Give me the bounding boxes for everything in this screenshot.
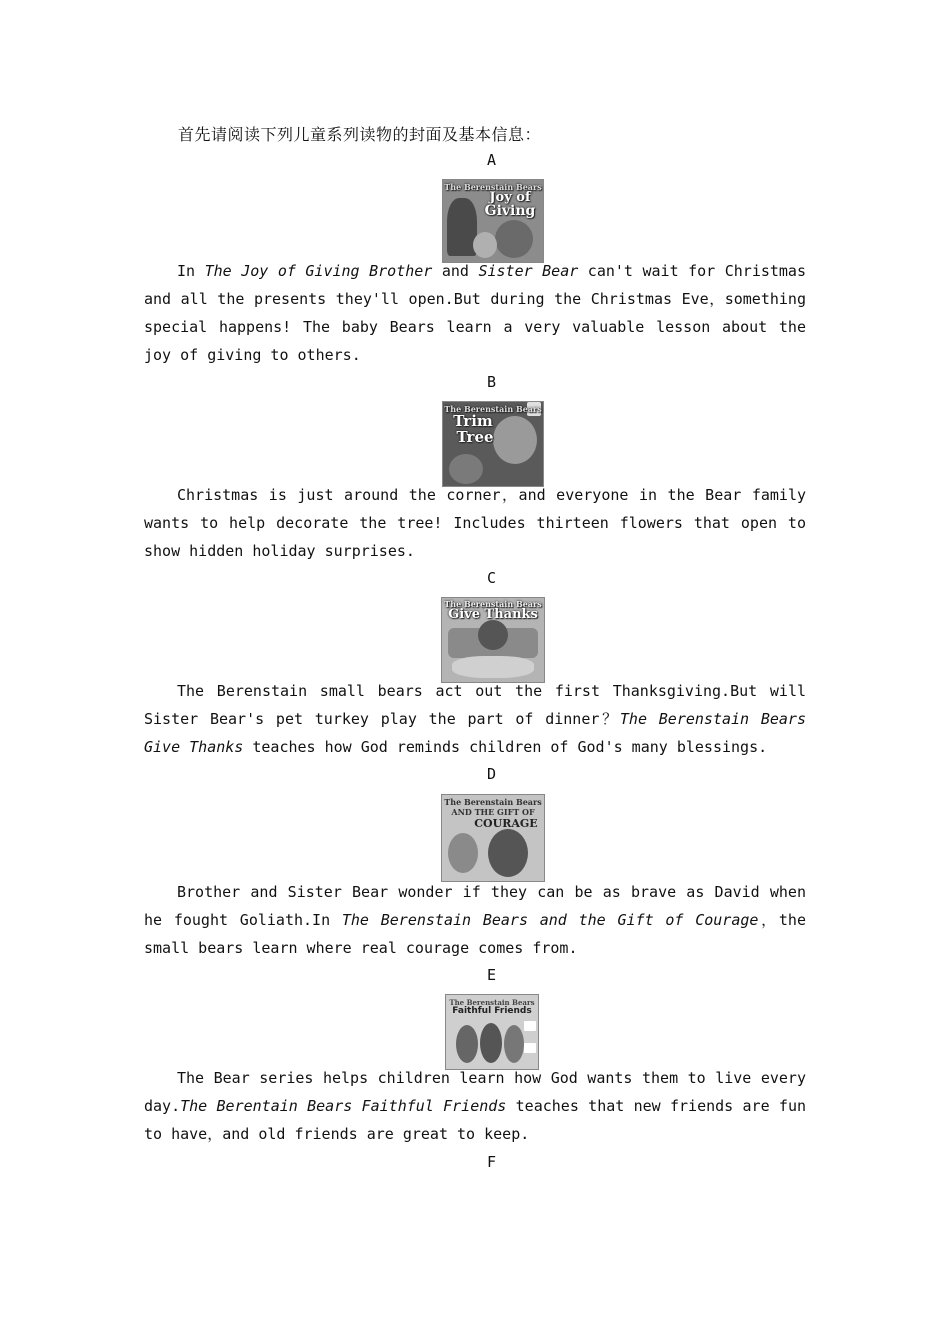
item-letter-f: F: [486, 1153, 497, 1171]
cover-series-title: The Berenstain Bears: [449, 998, 535, 1007]
book-cover-trim-the-tree: [442, 401, 544, 487]
item-e-description: The Bear series helps children learn how God wants them to live every day.The Berentain Bears Faithful Friends teaches that new friends are fun to have，and old friends are great to keep.: [144, 1069, 807, 1143]
sign-shape: [524, 1021, 536, 1031]
cover-title-line2: Trim: [453, 412, 493, 430]
item-letter-b: B: [486, 373, 497, 391]
cover-series-title: The Berenstain Bears: [444, 797, 542, 807]
item-d-description: Brother and Sister Bear wonder if they can be as brave as David when he fought Goliath.In The Berenstain Bears and the Gift of Courage，the small bears learn where real courage comes from.: [144, 883, 806, 957]
bear-shape: [488, 829, 528, 877]
cover-title-line2: Faithful Friends: [452, 1006, 532, 1016]
bear-shape-small: [473, 232, 497, 258]
cover-series-title: The Berenstain Bears: [444, 182, 542, 192]
item-a-description: In The Joy of Giving Brother and Sister Bear can't wait for Christmas and all the presents they'll open.But during the Christmas Eve，something special happens! The baby Bears learn a very valuable lesson about the joy of giving to others.: [144, 262, 806, 364]
cover-title-line3: COURAGE: [474, 817, 538, 830]
cover-series-title: The Berenstain Bears: [444, 404, 542, 414]
item-c-description: The Berenstain small bears act out the first Thanksgiving.But will Sister Bear's pet turkey play the part of dinner？The Berenstain Bears Give Thanks teaches how God reminds children of God's many blessings.: [144, 682, 806, 756]
cover-title-line3: Tree: [456, 428, 494, 446]
bear-shape: [504, 1025, 524, 1063]
item-letter-e: E: [486, 966, 497, 984]
cover-title-line2: AND THE GIFT OF: [451, 807, 535, 817]
bear-shape: [495, 220, 533, 258]
bear-shape: [456, 1025, 478, 1063]
cover-series-title: The Berenstain Bears: [444, 599, 542, 609]
book-cover-gift-of-courage: [441, 794, 545, 882]
bear-shape: [480, 1023, 502, 1063]
item-letter-c: C: [486, 569, 497, 587]
intro-text: 首先请阅读下列儿童系列读物的封面及基本信息：: [178, 125, 542, 144]
bear-shape-small: [449, 454, 483, 484]
book-cover-give-thanks: [441, 597, 545, 683]
cover-title-line2: Give Thanks: [448, 607, 538, 622]
cover-title-line3: Giving: [484, 203, 536, 219]
book-cover-faithful-friends: [445, 994, 539, 1070]
book-cover-joy-of-giving: [442, 179, 544, 263]
bear-shape-small: [448, 833, 478, 873]
item-letter-d: D: [486, 765, 497, 783]
bear-shape: [478, 620, 508, 650]
cover-title-line2: Joy of: [489, 190, 531, 205]
food-shape: [452, 656, 534, 678]
item-letter-a: A: [486, 151, 497, 169]
item-b-description: Christmas is just around the corner，and everyone in the Bear family wants to help decorate the tree! Includes thirteen flowers that open to show hidden holiday surprises.: [144, 486, 806, 560]
sign-shape: [524, 1043, 536, 1053]
